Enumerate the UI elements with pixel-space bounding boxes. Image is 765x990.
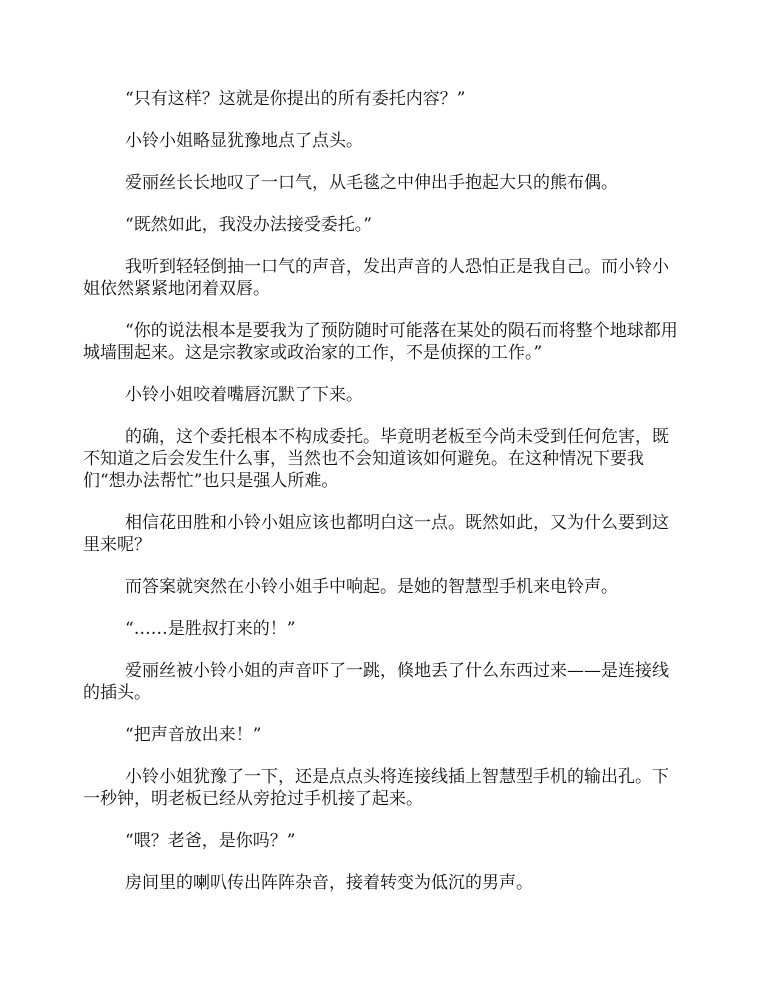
paragraph: “把声音放出来！” (125, 725, 262, 745)
paragraph: 的确，这个委托根本不构成委托。毕竟明老板至今尚未受到任何危害，既不知道之后会发生什么事，当然也不会知道该如何避免。在这种情况下要我们“想办法帮忙”也只是强人所难。 (83, 427, 669, 491)
paragraph: 我听到轻轻倒抽一口气的声音，发出声音的人恐怕正是我自己。而小铃小姐依然紧紧地闭着双唇。 (83, 257, 669, 299)
paragraph: 而答案就突然在小铃小姐手中响起。是她的智慧型手机来电铃声。 (125, 577, 618, 597)
paragraph: 房间里的喇叭传出阵阵杂音，接着转变为低沉的男声。 (125, 873, 533, 893)
paragraph: 小铃小姐略显犹豫地点了点头。 (125, 131, 363, 151)
paragraph: 小铃小姐咬着嘴唇沉默了下来。 (125, 385, 363, 405)
body-text (83, 88, 683, 894)
paragraph: 相信花田胜和小铃小姐应该也都明白这一点。既然如此，又为什么要到这里来呢？ (83, 513, 669, 555)
paragraph: “既然如此，我没办法接受委托。” (125, 215, 372, 235)
paragraph: “……是胜叔打来的！” (125, 619, 296, 639)
paragraph: “你的说法根本是要我为了预防随时可能落在某处的陨石而将整个地球都用城墙围起来。这是宗教家或政治家的工作，不是侦探的工作。” (83, 321, 678, 363)
paragraph: 小铃小姐犹豫了一下，还是点点头将连接线插上智慧型手机的输出孔。下一秒钟，明老板已经从旁抢过手机接了起来。 (83, 767, 669, 809)
paragraph: “只有这样？这就是你提出的所有委托内容？” (125, 89, 466, 109)
paragraph: 爱丽丝长长地叹了一口气，从毛毯之中伸出手抱起大只的熊布偶。 (125, 173, 618, 193)
paragraph: “喂？老爸，是你吗？” (125, 831, 296, 851)
paragraph: 爱丽丝被小铃小姐的声音吓了一跳，倏地丢了什么东西过来——是连接线的插头。 (83, 661, 669, 703)
